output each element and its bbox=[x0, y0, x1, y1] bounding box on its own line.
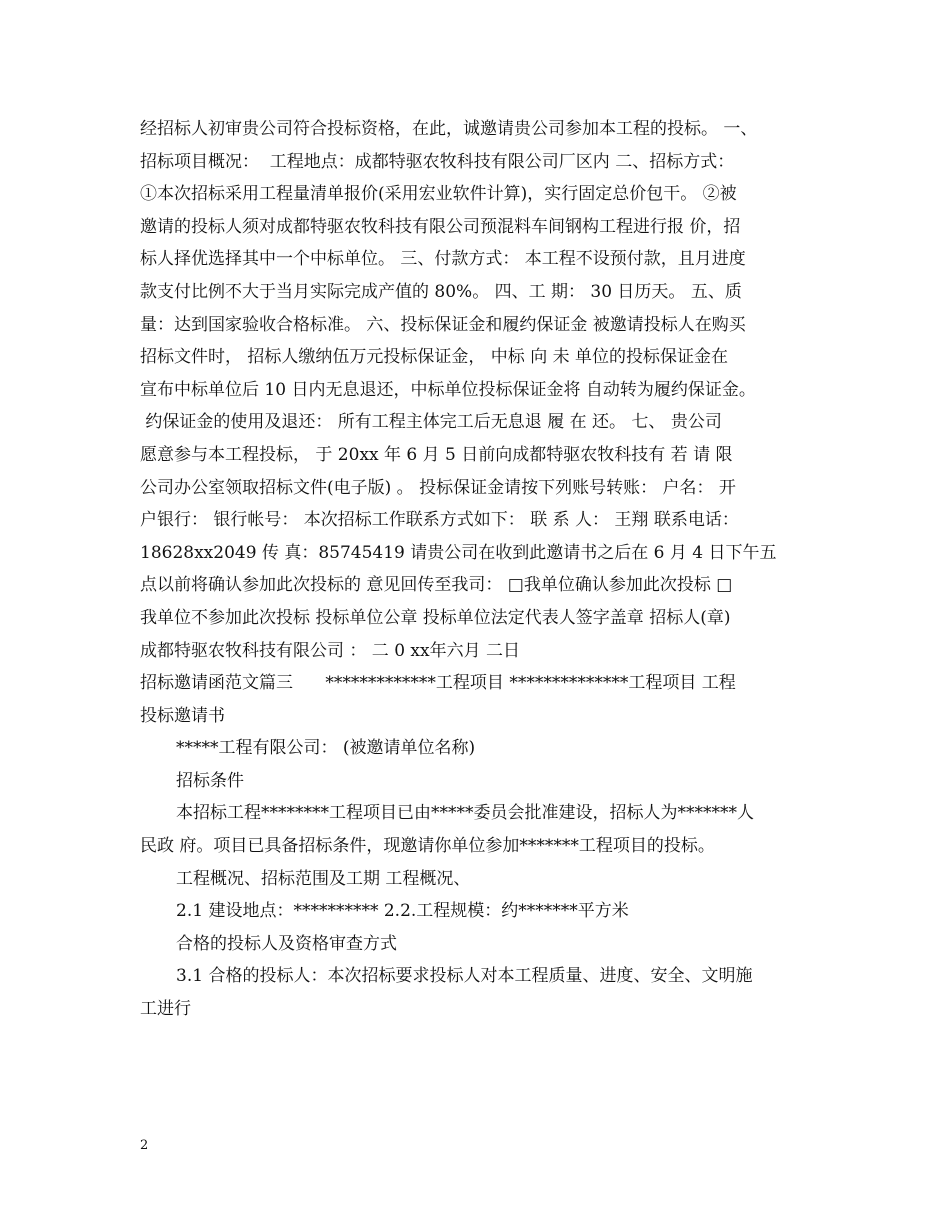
text-line: 经招标人初审贵公司符合投标资格，在此，诚邀请贵公司参加本工程的投标。 一、 bbox=[140, 119, 758, 139]
text-line: 招标文件时， 招标人缴纳伍万元投标保证金， 中标 向 未 单位的投标保证金在 bbox=[140, 347, 729, 368]
text-line: 标人择优选择其中一个中标单位。 三、付款方式： 本工程不设预付款，且月进度 bbox=[140, 249, 746, 270]
text-line: 款支付比例不大于当月实际完成产值的 80%。 四、工 期： 30 日历天。 五、质 bbox=[140, 281, 742, 302]
text-line: 邀请的投标人须对成都特驱农牧科技有限公司预混料车间钢构工程进行报 价，招 bbox=[140, 216, 741, 237]
text-line: 户银行： 银行帐号： 本次招标工作联系方式如下： 联 系 人： 王翔 联系电话： bbox=[140, 510, 739, 531]
page-number: 2 bbox=[140, 1138, 149, 1153]
text-line: 公司办公室领取招标文件(电子版) 。 投标保证金请按下列账号转账： 户名： 开 bbox=[140, 477, 736, 498]
text-line: 点以前将确认参加此次投标的 意见回传至我司： □我单位确认参加此次投标 □ bbox=[140, 575, 733, 596]
subheading-line: 合格的投标人及资格审查方式 bbox=[176, 933, 397, 954]
document-body bbox=[140, 113, 830, 1026]
section-heading-line: 招标邀请函范文篇三 *************工程项目 **************工程项目 工程 bbox=[140, 673, 736, 694]
text-line: 量：达到国家验收合格标准。 六、投标保证金和履约保证金 被邀请投标人在购买 bbox=[140, 314, 746, 335]
text-line: 3.1 合格的投标人：本次招标要求投标人对本工程质量、进度、安全、文明施 bbox=[176, 966, 753, 987]
subheading-line: 工程概况、招标范围及工期 工程概况、 bbox=[176, 868, 471, 889]
text-line: 我单位不参加此次投标 投标单位公章 投标单位法定代表人签字盖章 招标人(章) bbox=[140, 607, 731, 628]
section-heading-line: 投标邀请书 bbox=[140, 705, 225, 726]
text-line: 民政 府。项目已具备招标条件，现邀请你单位参加*******工程项目的投标。 bbox=[140, 836, 715, 857]
addressee-line: *****工程有限公司： (被邀请单位名称) bbox=[176, 738, 476, 759]
text-line: 约保证金的使用及退还： 所有工程主体完工后无息退 履 在 还。 七、 贵公司 bbox=[140, 412, 722, 433]
text-line: 愿意参与本工程投标， 于 20xx 年 6 月 5 日前向成都特驱农牧科技有 若 请 限 bbox=[140, 444, 733, 465]
text-line: 宣布中标单位后 10 日内无息退还，中标单位投标保证金将 自动转为履约保证金。 bbox=[140, 379, 756, 400]
text-line: 招标项目概况： 工程地点：成都特驱农牧科技有限公司厂区内 二、招标方式： bbox=[140, 151, 735, 172]
text-line: 2.1 建设地点：********** 2.2.工程规模：约*******平方米 bbox=[176, 901, 629, 922]
text-line: 工进行 bbox=[140, 999, 191, 1020]
text-line: ①本次招标采用工程量清单报价(采用宏业软件计算)，实行固定总价包干。 ②被 bbox=[140, 184, 737, 205]
subheading-line: 招标条件 bbox=[176, 770, 244, 791]
text-line: 18628xx2049 传 真：85745419 请贵公司在收到此邀请书之后在 6 月 4 日下午五 bbox=[140, 542, 777, 563]
text-line: 本招标工程********工程项目已由*****委员会批准建设，招标人为*******人 bbox=[176, 803, 754, 824]
text-line: 成都特驱农牧科技有限公司 ： 二 0 xx年六月 二日 bbox=[140, 640, 521, 661]
